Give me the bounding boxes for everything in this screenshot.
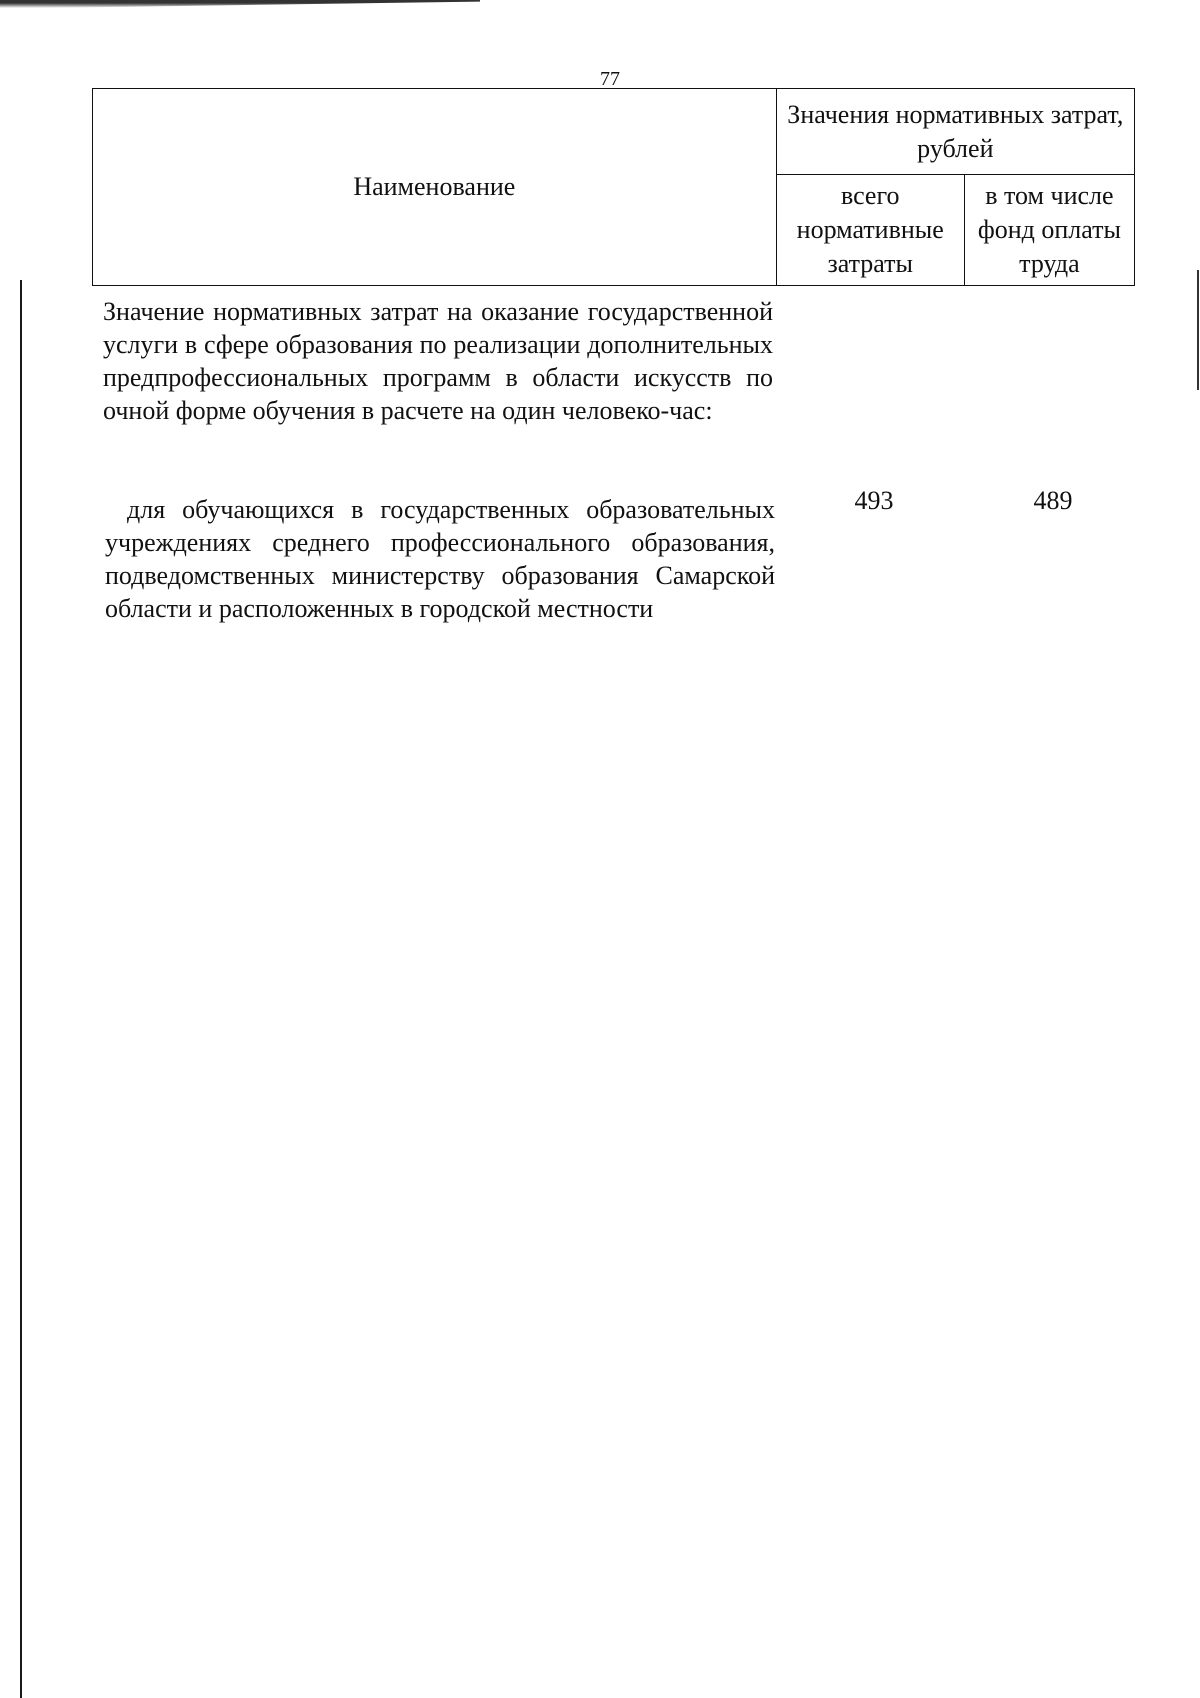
- column-header-wage-fund: в том числе фонд оплаты труда: [964, 175, 1134, 286]
- column-header-name: Наименование: [93, 89, 777, 286]
- table-header: [92, 88, 1135, 286]
- page-number: 77: [600, 68, 620, 90]
- section-title: Значение нормативных затрат на оказание государственной услуги в сфере образования по реализации дополнительных предпрофессиональных программ в области искусств по очной форме обучения в расчете на один человеко-час:: [103, 297, 773, 425]
- scan-artifact-right-edge: [1197, 270, 1199, 390]
- scan-artifact-left-edge: [20, 280, 22, 1698]
- column-header-values-group: Значения нормативных затрат, рублей: [776, 89, 1134, 175]
- table-row-name: для обучающихся в государственных образовательных учреждениях среднего профессионального образования, подведомственных министерству образования Самарской области и расположенных в городской местности: [105, 495, 775, 623]
- scan-artifact-top: [0, 0, 480, 8]
- table-row-wage-fund-value: 489: [1033, 486, 1073, 515]
- column-header-total: всего нормативные затраты: [776, 175, 964, 286]
- table-row-total-value: 493: [854, 486, 894, 515]
